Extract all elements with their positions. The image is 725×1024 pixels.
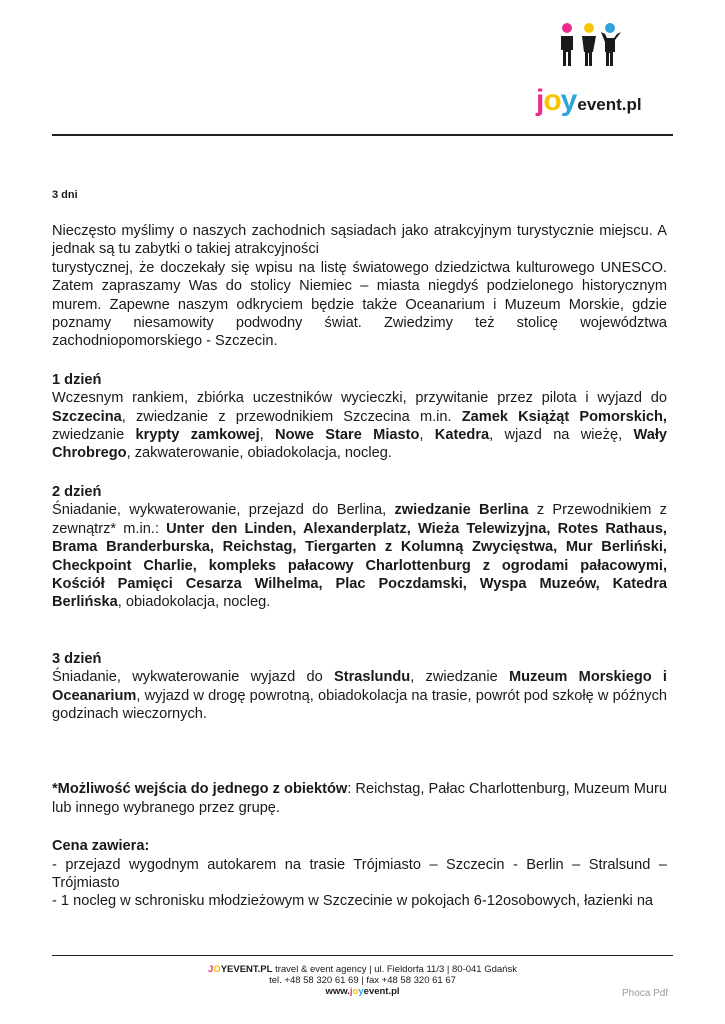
footer — [0, 964, 725, 997]
footer-divider — [52, 955, 673, 956]
intro-paragraph-1: Nieczęsto myślimy o naszych zachodnich sąsiadach jako atrakcyjnym turystycznie miejscu. A jednak są tu zabytki o takiej atrakcyjności — [52, 223, 667, 258]
joyevent-logo — [528, 16, 658, 116]
day2-text: Śniadanie, wykwaterowanie, przejazd do Berlina, zwiedzanie Berlina z Przewodnikiem z zewnątrz* m.in.: Unter den Linden, Alexanderplatz, Wieża Telewizyjna, Rotes Rathaus, Brama Branderburska, Reichstag, Tiergarten z Kolumną Zwycięstwa, Mur Berliński, Checkpoint Charlie, kompleks pałacowy Charlottenburg z ogrodami pałacowymi, Kościół Pamięci Cesarza Wilhelma, Plac Poczdamski, Wyspa Muzeów, Katedra Berlińska, obiadokolacja, nocleg. — [52, 502, 667, 611]
footer-phone: tel. +48 58 320 61 69 | fax +48 58 320 61 67 — [269, 975, 456, 986]
document-body — [52, 188, 667, 911]
day3-heading: 3 dzień — [52, 650, 102, 667]
trip-duration: 3 dni — [52, 189, 78, 201]
price-item: - przejazd wygodnym autokarem na trasie Trójmiasto – Szczecin - Berlin – Stralsund – Trójmiasto — [52, 856, 667, 891]
price-heading: Cena zawiera: — [52, 838, 150, 855]
header-divider — [52, 134, 673, 136]
phoca-pdf-link[interactable]: Phoca Pdf — [622, 988, 669, 999]
day2-heading: 2 dzień — [52, 483, 102, 500]
day3-text: Śniadanie, wykwaterowanie wyjazd do Straslundu, zwiedzanie Muzeum Morskiego i Oceanarium, wyjazd w drogę powrotną, obiadokolacja na trasie, powrót pod szkołę w późnych godzinach wieczornych. — [52, 669, 667, 722]
entry-note: *Możliwość wejścia do jednego z obiektów: Reichstag, Pałac Charlottenburg, Muzeum Muru lub innego wybranego przez grupę. — [52, 781, 668, 816]
intro-paragraph-2: turystycznej, że doczekały się wpisu na listę światowego dziedzictwa kulturowego UNESCO. Zatem zapraszamy Was do stolicy Niemiec – miasta niegdyś podzielonego historycznym murem. Zapewne naszym odkryciem będzie także Oceanarium i Muzeum Morskie, gdzie poznamy niesamowity podwodny świat. Zwiedzimy też stolicę województwa zachodniopomorskiego - Szczecin. — [52, 259, 667, 350]
footer-website[interactable]: www.joyevent.pl — [325, 986, 400, 997]
logo-wordmark: joyevent.pl — [536, 84, 642, 117]
day1-heading: 1 dzień — [52, 371, 102, 388]
people-figures-icon — [558, 22, 633, 70]
day1-text: Wczesnym rankiem, zbiórka uczestników wycieczki, przywitanie przez pilota i wyjazd do Szczecina, zwiedzanie z przewodnikiem Szczecina m.in. Zamek Książąt Pomorskich, zwiedzanie krypty zamkowej, Nowe Stare Miasto, Katedra, wjazd na wieżę, Wały Chrobrego, zakwaterowanie, obiadokolacja, nocleg. — [52, 390, 668, 462]
footer-address: JOYEVENT.PL travel & event agency | ul. Fieldorfa 11/3 | 80-041 Gdańsk — [208, 964, 517, 975]
price-item: - 1 nocleg w schronisku młodzieżowym w Szczecinie w pokojach 6-12osobowych, łazienki na — [52, 893, 654, 910]
